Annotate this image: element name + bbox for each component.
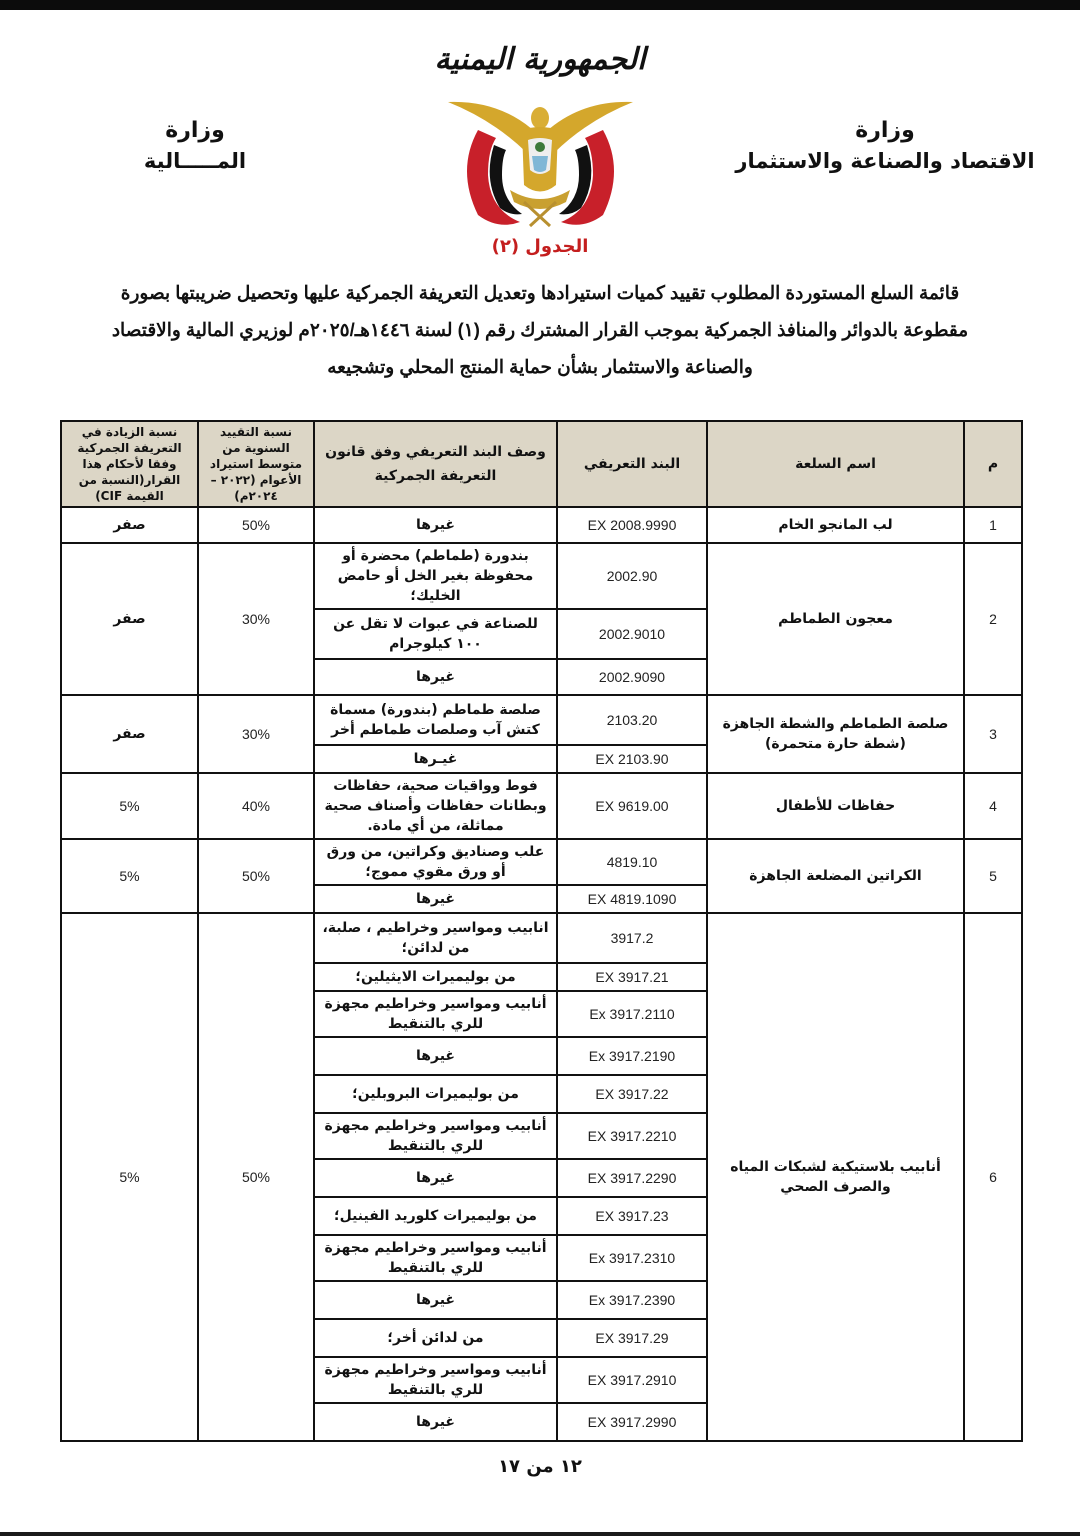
col-header-name: اسم السلعة — [707, 421, 964, 507]
ministry-economy — [730, 116, 1040, 176]
tariff-code: EX 3917.2990 — [557, 1403, 707, 1441]
top-border — [0, 0, 1080, 10]
ministry-finance — [110, 116, 280, 176]
tariff-description: غيرها — [314, 1037, 557, 1075]
item-number: 6 — [964, 913, 1022, 1441]
tariff-description: غيـرها — [314, 745, 557, 773]
ministry-economy-line2: الاقتصاد والصناعة والاستثمار — [735, 149, 1035, 173]
col-header-restriction: نسبة التقييد السنوية من متوسط استيراد الأعوام (٢٠٢٢ – ٢٠٢٤م) — [198, 421, 314, 507]
commodity-name: لب المانجو الخام — [707, 507, 964, 543]
tariff-description: من بوليميرات الايثيلين؛ — [314, 963, 557, 991]
tariff-description: غيرها — [314, 507, 557, 543]
tariff-increase: 5% — [61, 773, 198, 839]
tariff-code: 3917.2 — [557, 913, 707, 963]
item-number: 4 — [964, 773, 1022, 839]
tariff-code: 2103.20 — [557, 695, 707, 745]
tariff-code: EX 3917.23 — [557, 1197, 707, 1235]
tariff-description: أنابيب ومواسير وخراطيم مجهزة للري بالتنقيط — [314, 991, 557, 1037]
table-title: الجدول (٢) — [491, 236, 589, 257]
tariff-description: غيرها — [314, 1403, 557, 1441]
tariff-increase: صفر — [61, 695, 198, 773]
tariff-description: أنابيب ومواسير وخراطيم مجهزة للري بالتنقيط — [314, 1235, 557, 1281]
tariff-code: 2002.90 — [557, 543, 707, 609]
tariff-code: EX 2008.9990 — [557, 507, 707, 543]
goods-table — [60, 420, 1023, 1442]
table-row — [61, 839, 1022, 885]
tariff-description: أنابيب ومواسير وخراطيم مجهزة للري بالتنقيط — [314, 1357, 557, 1403]
table-row — [61, 913, 1022, 963]
document-heading — [20, 274, 1060, 385]
restriction-rate: 30% — [198, 543, 314, 695]
tariff-code: EX 9619.00 — [557, 773, 707, 839]
ministry-economy-line1: وزارة — [855, 118, 915, 143]
heading-line-3: والصناعة والاستثمار بشأن حماية المنتج المحلي وتشجيعه — [327, 356, 753, 377]
table-row — [61, 695, 1022, 745]
col-header-desc: وصف البند التعريفي وفق قانون التعريفة الجمركية — [314, 421, 557, 507]
col-header-increase: نسبة الزيادة في التعريفة الجمركية وفقا لأحكام هذا القرار(النسبة من القيمة CIF) — [61, 421, 198, 507]
table-row — [61, 507, 1022, 543]
commodity-name: معجون الطماطم — [707, 543, 964, 695]
tariff-code: EX 3917.22 — [557, 1075, 707, 1113]
tariff-code: EX 3917.2910 — [557, 1357, 707, 1403]
tariff-description: صلصة طماطم (بندورة) مسماة كتش آب وصلصات طماطم أخر — [314, 695, 557, 745]
ministry-finance-line1: وزارة — [165, 118, 225, 143]
item-number: 5 — [964, 839, 1022, 913]
tariff-code: 4819.10 — [557, 839, 707, 885]
col-header-code: البند التعريفي — [557, 421, 707, 507]
tariff-code: EX 3917.29 — [557, 1319, 707, 1357]
tariff-description: من بوليميرات البروبلين؛ — [314, 1075, 557, 1113]
commodity-name: حفاظات للأطفال — [707, 773, 964, 839]
commodity-name: الكراتين المضلعة الجاهزة — [707, 839, 964, 913]
tariff-increase: صفر — [61, 543, 198, 695]
tariff-increase: 5% — [61, 913, 198, 1441]
heading-line-1: قائمة السلع المستوردة المطلوب تقييد كميات استيرادها وتعديل التعريفة الجمركية عليها وتحصيل ضريبتها بصورة — [120, 282, 960, 303]
tariff-description: علب وصناديق وكراتين، من ورق أو ورق مقوي مموج؛ — [314, 839, 557, 885]
tariff-code: EX 2103.90 — [557, 745, 707, 773]
restriction-rate: 40% — [198, 773, 314, 839]
tariff-code: EX 3917.2290 — [557, 1159, 707, 1197]
tariff-code: EX 3917.21 — [557, 963, 707, 991]
commodity-name: أنابيب بلاستيكية لشبكات المياه والصرف الصحي — [707, 913, 964, 1441]
tariff-code: EX 3917.2210 — [557, 1113, 707, 1159]
tariff-code: 2002.9010 — [557, 609, 707, 659]
col-header-num: م — [964, 421, 1022, 507]
tariff-code: Ex 3917.2310 — [557, 1235, 707, 1281]
tariff-description: غيرها — [314, 1281, 557, 1319]
tariff-code: EX 4819.1090 — [557, 885, 707, 913]
table-header-row — [61, 421, 1022, 507]
tariff-description: غيرها — [314, 885, 557, 913]
item-number: 3 — [964, 695, 1022, 773]
bottom-border — [0, 1532, 1080, 1536]
table-row — [61, 543, 1022, 609]
republic-title: الجمهورية اليمنية — [434, 42, 646, 77]
yemen-emblem-icon — [438, 90, 643, 230]
tariff-description: من بوليميرات كلوريد الفينيل؛ — [314, 1197, 557, 1235]
tariff-code: Ex 3917.2390 — [557, 1281, 707, 1319]
tariff-increase: 5% — [61, 839, 198, 913]
restriction-rate: 50% — [198, 839, 314, 913]
tariff-description: أنابيب ومواسير وخراطيم مجهزة للري بالتنقيط — [314, 1113, 557, 1159]
tariff-description: من لدائن أخر؛ — [314, 1319, 557, 1357]
tariff-description: فوط وواقيات صحية، حفاظات وبطانات حفاظات وأصناف صحية مماثلة، من أي مادة. — [314, 773, 557, 839]
tariff-description: بندورة (طماطم) محضرة أو محفوظة بغير الخل أو حامض الخليك؛ — [314, 543, 557, 609]
heading-line-2: مقطوعة بالدوائر والمنافذ الجمركية بموجب القرار المشترك رقم (١) لسنة ١٤٤٦هـ/٢٠٢٥م لوزيري المالية والاقتصاد — [111, 319, 969, 340]
item-number: 2 — [964, 543, 1022, 695]
table-row — [61, 773, 1022, 839]
tariff-description: غيرها — [314, 659, 557, 695]
page-number: ١٢ من ١٧ — [498, 1456, 582, 1477]
tariff-description: للصناعة في عبوات لا تقل عن ١٠٠ كيلوجرام — [314, 609, 557, 659]
restriction-rate: 50% — [198, 913, 314, 1441]
tariff-description: غيرها — [314, 1159, 557, 1197]
tariff-code: Ex 3917.2190 — [557, 1037, 707, 1075]
ministry-finance-line2: المـــــالية — [143, 149, 247, 173]
tariff-code: 2002.9090 — [557, 659, 707, 695]
restriction-rate: 50% — [198, 507, 314, 543]
tariff-increase: صفر — [61, 507, 198, 543]
item-number: 1 — [964, 507, 1022, 543]
restriction-rate: 30% — [198, 695, 314, 773]
commodity-name: صلصة الطماطم والشطة الجاهزة (شطة حارة متحمرة) — [707, 695, 964, 773]
tariff-code: Ex 3917.2110 — [557, 991, 707, 1037]
tariff-description: انابيب ومواسير وخراطيم ، صلبة، من لدائن؛ — [314, 913, 557, 963]
